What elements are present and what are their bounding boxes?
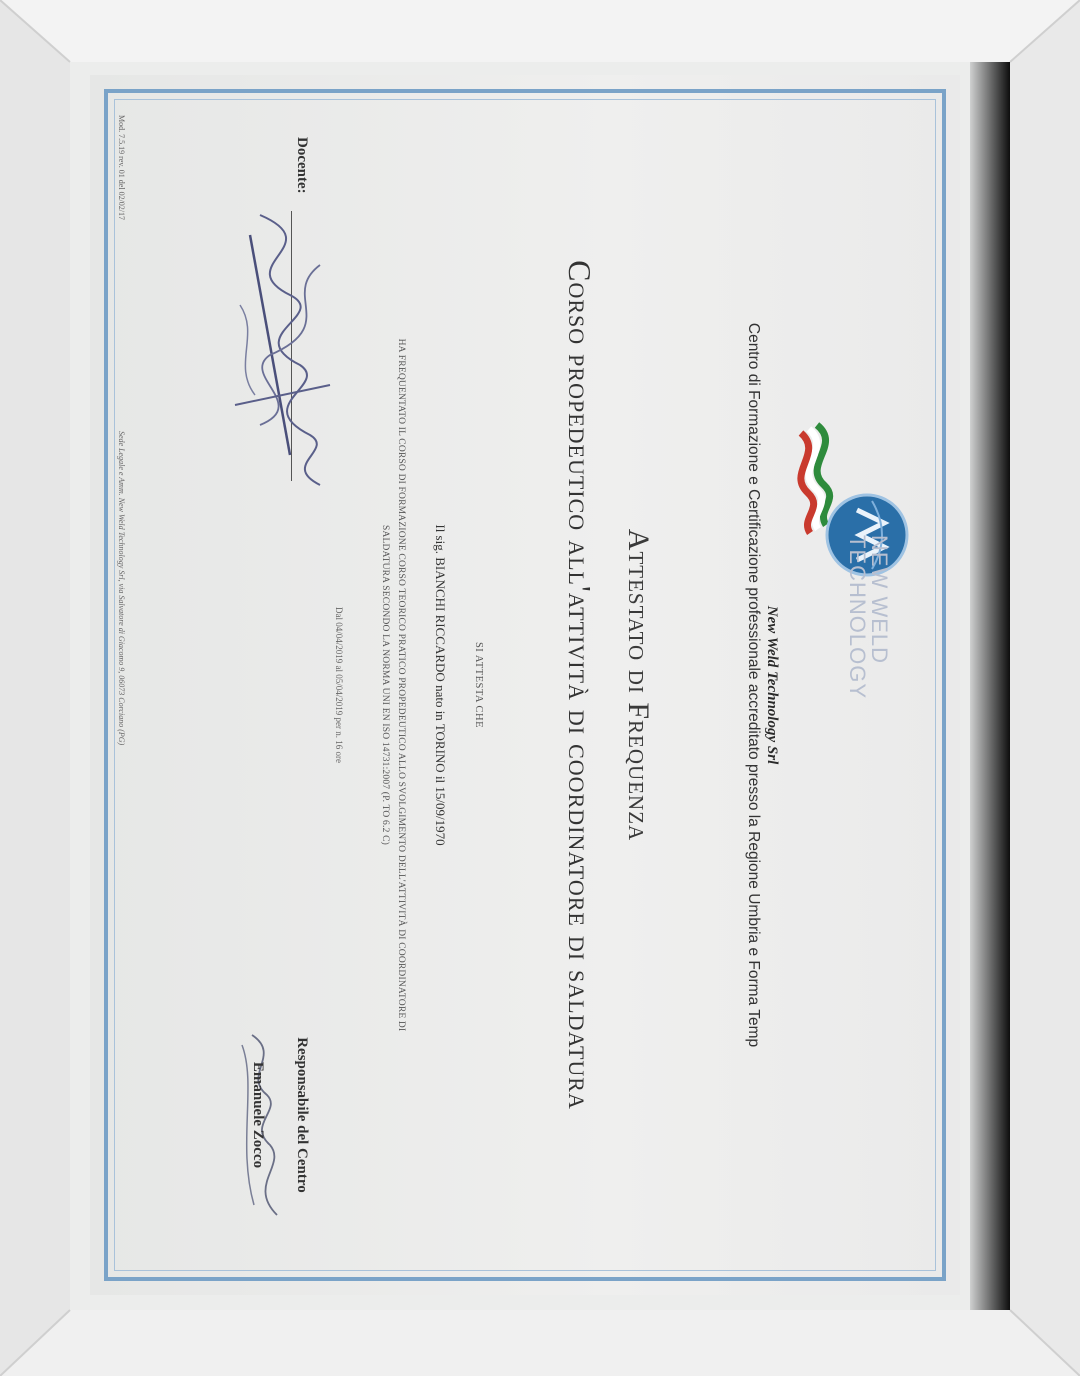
document-code: Mod. 7.5.19 rev. 01 del 02/02/17: [117, 115, 126, 221]
director-name: Emanuele Zocco: [250, 1061, 266, 1169]
logo-text: NEW WELD TECHNOLOGY: [845, 535, 892, 700]
course-description-line-2: SALDATURA SECONDO LA NORMA UNI EN ISO 14731:2007 (P. TO 6.2 C): [380, 524, 390, 846]
company-name: New Weld Technology Srl: [764, 605, 780, 765]
document-photo: [70, 62, 1010, 1310]
director-label: Responsabile del Centro: [294, 1037, 310, 1193]
course-period: Dal 04/04/2019 al 05/04/2019 per n. 16 ore: [334, 607, 344, 763]
teacher-label: Docente:: [294, 137, 310, 194]
teacher-signature: [220, 205, 350, 505]
certificate-title: Attestato di Frequenza: [622, 528, 655, 842]
course-description-line-1: HA FREQUENTATO IL CORSO DI FORMAZIONE CORSO TEORICO PRATICO PROPEDEUTICO ALLO SVOLGIMENTO DELL'ATTIVITÀ DI COORDINATORE DI: [396, 338, 406, 1032]
company-address: Sede Legale e Amm. New Weld Technology Srl, via Salvatore di Giacomo 9, 06073 Corciano (PG): [117, 431, 126, 746]
certificate-sheet: [90, 75, 960, 1295]
accreditation-line: Centro di Formazione e Certificazione professionale accreditato presso la Regione Umbria e Forma Temp: [745, 322, 762, 1048]
course-title: Corso propedeutico all'attività di coordinatore di saldatura: [562, 260, 598, 1110]
photo-shadow: [970, 62, 1010, 1310]
participant-line: Il sig. BIANCHI RICCARDO nato in TORINO il 15/09/1970: [433, 524, 448, 846]
attests-line: SI ATTESTA CHE: [473, 641, 484, 729]
